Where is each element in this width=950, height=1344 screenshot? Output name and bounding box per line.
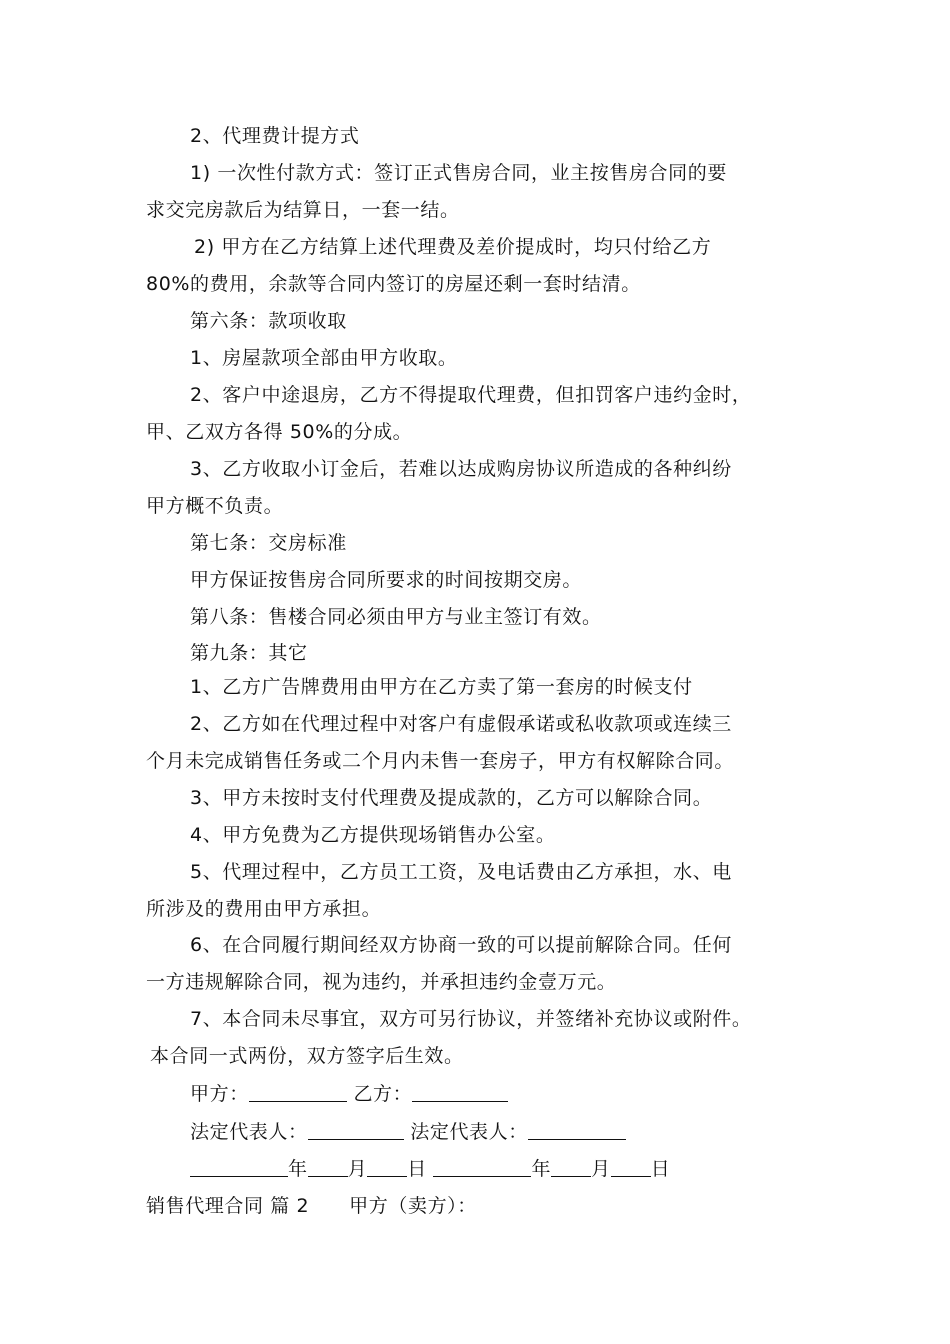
day-label: 日	[650, 1158, 671, 1180]
article-heading-6: 第六条：款项收取	[190, 310, 347, 332]
date-b-day-blank	[611, 1154, 651, 1177]
rep-a-label: 法定代表人：	[190, 1121, 308, 1143]
signature-parties-row	[190, 1076, 508, 1112]
paragraph-line: 1、乙方广告牌费用由甲方在乙方卖了第一套房的时候支付	[190, 676, 693, 698]
paragraph-line: 4、甲方免费为乙方提供现场销售办公室。	[190, 824, 556, 846]
date-a-year-blank	[190, 1154, 288, 1177]
paragraph-line: 1、房屋款项全部由甲方收取。	[190, 347, 458, 369]
paragraph-line: 80%的费用，余款等合同内签订的房屋还剩一套时结清。	[146, 273, 641, 295]
date-b-year-blank	[433, 1154, 531, 1177]
paragraph-line: 2、客户中途退房，乙方不得提取代理费，但扣罚客户违约金时，	[190, 384, 752, 406]
paragraph-line: 6、在合同履行期间经双方协商一致的可以提前解除合同。任何	[190, 934, 732, 956]
month-label: 月	[347, 1158, 368, 1180]
paragraph-line: 1) 一次性付款方式：签订正式售房合同，业主按售房合同的要	[190, 162, 727, 184]
party-b-label: 乙方：	[346, 1083, 413, 1105]
paragraph-line: 所涉及的费用由甲方承担。	[146, 898, 382, 920]
next-contract-party-a: 甲方（卖方）：	[349, 1195, 477, 1217]
date-b-month-blank	[551, 1154, 591, 1177]
day-label: 日	[407, 1158, 427, 1180]
paragraph-line: 3、乙方收取小订金后，若难以达成购房协议所造成的各种纠纷	[190, 458, 732, 480]
year-label: 年	[288, 1158, 308, 1180]
date-a-day-blank	[367, 1154, 407, 1177]
paragraph-line: 个月未完成销售任务或二个月内未售一套房子，甲方有权解除合同。	[146, 750, 735, 772]
paragraph-line: 甲方概不负责。	[146, 495, 284, 517]
next-contract-title: 销售代理合同 篇 2	[146, 1195, 310, 1217]
rep-b-label: 法定代表人：	[403, 1121, 528, 1143]
party-a-blank	[249, 1079, 347, 1102]
signature-representatives-row	[190, 1114, 626, 1150]
paragraph-line: 3、甲方未按时支付代理费及提成款的，乙方可以解除合同。	[190, 787, 713, 809]
paragraph-line: 求交完房款后为结算日，一套一结。	[146, 199, 460, 221]
paragraph-line: 甲方保证按售房合同所要求的时间按期交房。	[190, 569, 583, 591]
party-b-blank	[412, 1079, 508, 1102]
paragraph-line: 5、代理过程中，乙方员工工资，及电话费由乙方承担，水、电	[190, 861, 732, 883]
paragraph-line: 甲、乙双方各得 50%的分成。	[146, 421, 413, 443]
paragraph-line: 2、乙方如在代理过程中对客户有虚假承诺或私收款项或连续三	[190, 713, 732, 735]
paragraph-line: 7、本合同未尽事宜，双方可另行协议，并签绪补充协议或附件。	[190, 1008, 752, 1030]
party-a-label: 甲方：	[190, 1083, 249, 1105]
rep-a-blank	[308, 1117, 404, 1140]
clause-heading-fee-method: 2、代理费计提方式	[190, 125, 360, 147]
paragraph-line: 2) 甲方在乙方结算上述代理费及差价提成时，均只付给乙方	[194, 236, 712, 258]
rep-b-blank	[528, 1117, 626, 1140]
paragraph-line: 一方违规解除合同，视为违约，并承担违约金壹万元。	[146, 971, 617, 993]
year-label: 年	[531, 1158, 552, 1180]
next-section-heading-row	[146, 1188, 477, 1224]
paragraph-line: 本合同一式两份，双方签字后生效。	[150, 1045, 464, 1067]
signature-dates-row	[190, 1151, 670, 1187]
article-heading-7: 第七条：交房标准	[190, 532, 347, 554]
date-a-month-blank	[308, 1154, 348, 1177]
article-heading-9: 第九条：其它	[190, 642, 308, 664]
article-heading-8: 第八条：售楼合同必须由甲方与业主签订有效。	[190, 606, 602, 628]
month-label: 月	[591, 1158, 611, 1180]
